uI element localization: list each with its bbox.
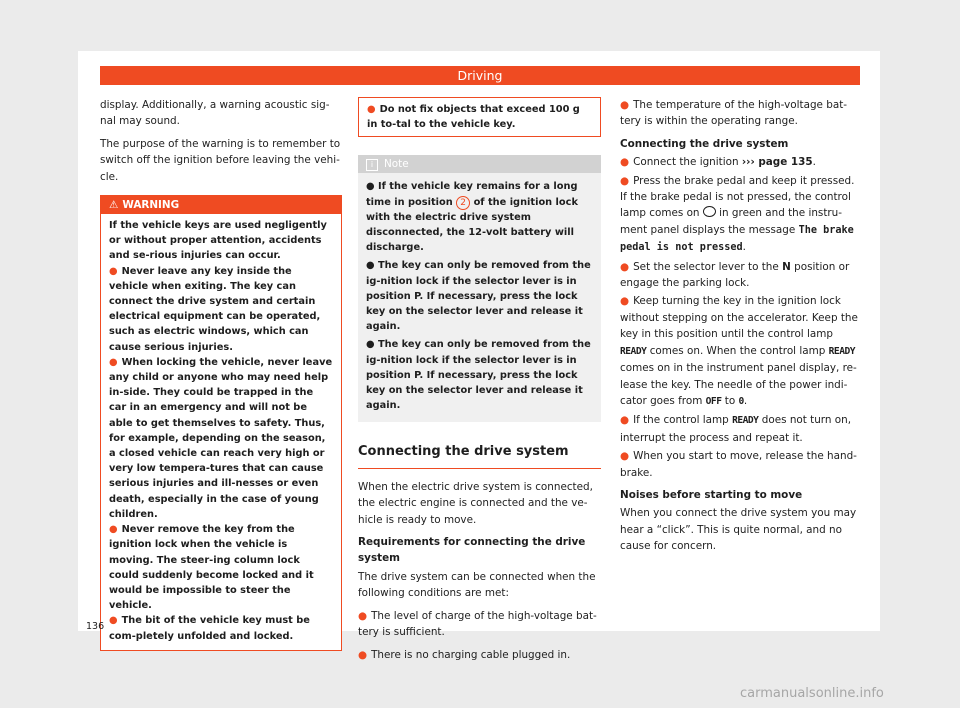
column-left <box>100 97 342 651</box>
list-item: ● The temperature of the high-voltage bat-tery is within the operating range. <box>620 99 848 128</box>
zero-lamp-icon: 0 <box>738 395 744 407</box>
section-title: Connecting the drive system <box>358 444 601 468</box>
warning-item: ● Never remove the key from the ignition lock when the vehicle is moving. The steer-ing column lock could suddenly become locked and it would be impossible to steer the vehicle. <box>109 524 314 612</box>
step-item: ● Set the selector lever to the N position or engage the parking lock. <box>620 260 850 290</box>
list-item: ● The level of charge of the high-voltage bat-tery is sufficient. <box>358 609 597 639</box>
ready-lamp-icon: READY <box>828 345 856 357</box>
ready-lamp-icon: READY <box>732 415 759 427</box>
list-item: ● There is no charging cable plugged in. <box>358 648 571 661</box>
page-header: Driving <box>100 66 860 85</box>
warning-item: ● The bit of the vehicle key must be com-pletely unfolded and locked. <box>109 615 310 642</box>
step-item: ● Connect the ignition ››› page 135. <box>620 156 816 169</box>
subheading: Noises before starting to move <box>620 488 803 501</box>
position-number-icon: 2 <box>456 196 470 210</box>
paragraph: When the electric drive system is connected, the electric engine is connected and the ve-hicle is ready to move. <box>358 480 593 526</box>
bullet-icon: ● <box>109 524 118 536</box>
bullet-icon: ● <box>367 104 376 115</box>
paragraph: The drive system can be connected when the following conditions are met: <box>358 570 596 600</box>
paragraph: When you connect the drive system you may hear a “click”. This is quite normal, and no cause for concern. <box>620 507 857 553</box>
step-item: ● Keep turning the key in the ignition lock without stepping on the accelerator. Keep the key in this position until the control lamp READY comes on. When the control lamp READY comes on in the instrument panel display, re-lease the key. The needle of the power indi-cator goes from OFF to 0. <box>620 295 858 407</box>
warning-continuation-box: ● Do not fix objects that exceed 100 g in to-tal to the vehicle key. <box>358 97 601 137</box>
page-reference-link[interactable]: ››› page 135 <box>741 156 813 169</box>
brake-lamp-icon <box>703 206 716 217</box>
bullet-icon: ● <box>620 99 630 111</box>
bullet-icon: ● <box>620 295 630 308</box>
paragraph: The purpose of the warning is to remember to switch off the ignition before leaving the vehi-cle. <box>100 137 341 183</box>
info-icon: i <box>366 159 378 171</box>
bullet-icon: ● <box>620 450 630 463</box>
subheading: Connecting the drive system <box>620 137 789 150</box>
subheading: Requirements for connecting the drive system <box>358 536 586 565</box>
column-right <box>620 97 860 561</box>
display-message: The brake pedal is not pressed <box>620 224 854 254</box>
bullet-icon: ● <box>620 156 630 169</box>
note-item: ● The key can only be removed from the ig-nition lock if the selector lever is in position P. If necessary, press the lock key on the selector lever and release it again. <box>366 260 591 333</box>
bullet-icon: ● <box>620 260 630 273</box>
bullet-icon: ● <box>358 609 368 622</box>
bullet-icon: ● <box>358 648 368 661</box>
bullet-icon: ● <box>620 414 630 427</box>
bullet-icon: ● <box>109 356 118 368</box>
note-body <box>358 173 601 422</box>
warning-header <box>101 196 341 214</box>
step-item: ● Press the brake pedal and keep it pressed. If the brake pedal is not pressed, the control lamp comes on in green and the instru-ment panel displays the message The brake pedal is not pressed. <box>620 174 855 254</box>
off-lamp-icon: OFF <box>705 395 722 407</box>
page-number: 136 <box>86 621 105 632</box>
note-box <box>358 155 601 422</box>
bullet-icon: ● <box>109 615 118 627</box>
column-middle <box>358 97 601 669</box>
warning-item: ● Never leave any key inside the vehicle when exiting. The key can connect the drive system and certain electrical equipment can be operated, such as electric windows, which can cause serious injuries. <box>109 265 321 353</box>
ready-lamp-icon: READY <box>620 345 647 357</box>
bullet-icon: ● <box>620 174 630 187</box>
paragraph: display. Additionally, a warning acoustic sig-nal may sound. <box>100 99 330 128</box>
note-item: ● If the vehicle key remains for a long time in position 2 of the ignition lock with the electric drive system disconnected, the 12-volt battery will discharge. <box>366 181 578 254</box>
note-item: ● The key can only be removed from the ig-nition lock if the selector lever is in position P. If necessary, press the lock key on the selector lever and release it again. <box>366 339 591 412</box>
watermark: carmanualsonline.info <box>740 686 884 701</box>
gear-n-label: N <box>782 260 791 273</box>
note-header <box>358 155 601 173</box>
warning-title: WARNING <box>122 199 180 212</box>
warning-box <box>100 195 342 651</box>
bullet-icon: ● <box>109 265 118 277</box>
warning-triangle-icon: ⚠ <box>109 199 119 212</box>
warning-intro: If the vehicle keys are used negligently or without proper attention, accidents and se-rious injuries can occur. <box>109 220 327 262</box>
step-item: ● If the control lamp READY does not turn on, interrupt the process and repeat it. <box>620 414 852 444</box>
warning-item: ● When locking the vehicle, never leave any child or anyone who may need help in-side. They could be trapped in the car in an emergency and will not be able to get themselves to safety. Thus, for example, depending on the season, a closed vehicle can reach very high or very low tempera-tures that can cause serious injuries and ill-nesses or even death, especially in the case of young children. <box>109 356 333 520</box>
step-item: ● When you start to move, release the hand-brake. <box>620 450 857 479</box>
note-title: Note <box>384 158 409 171</box>
warning-body <box>101 214 341 650</box>
